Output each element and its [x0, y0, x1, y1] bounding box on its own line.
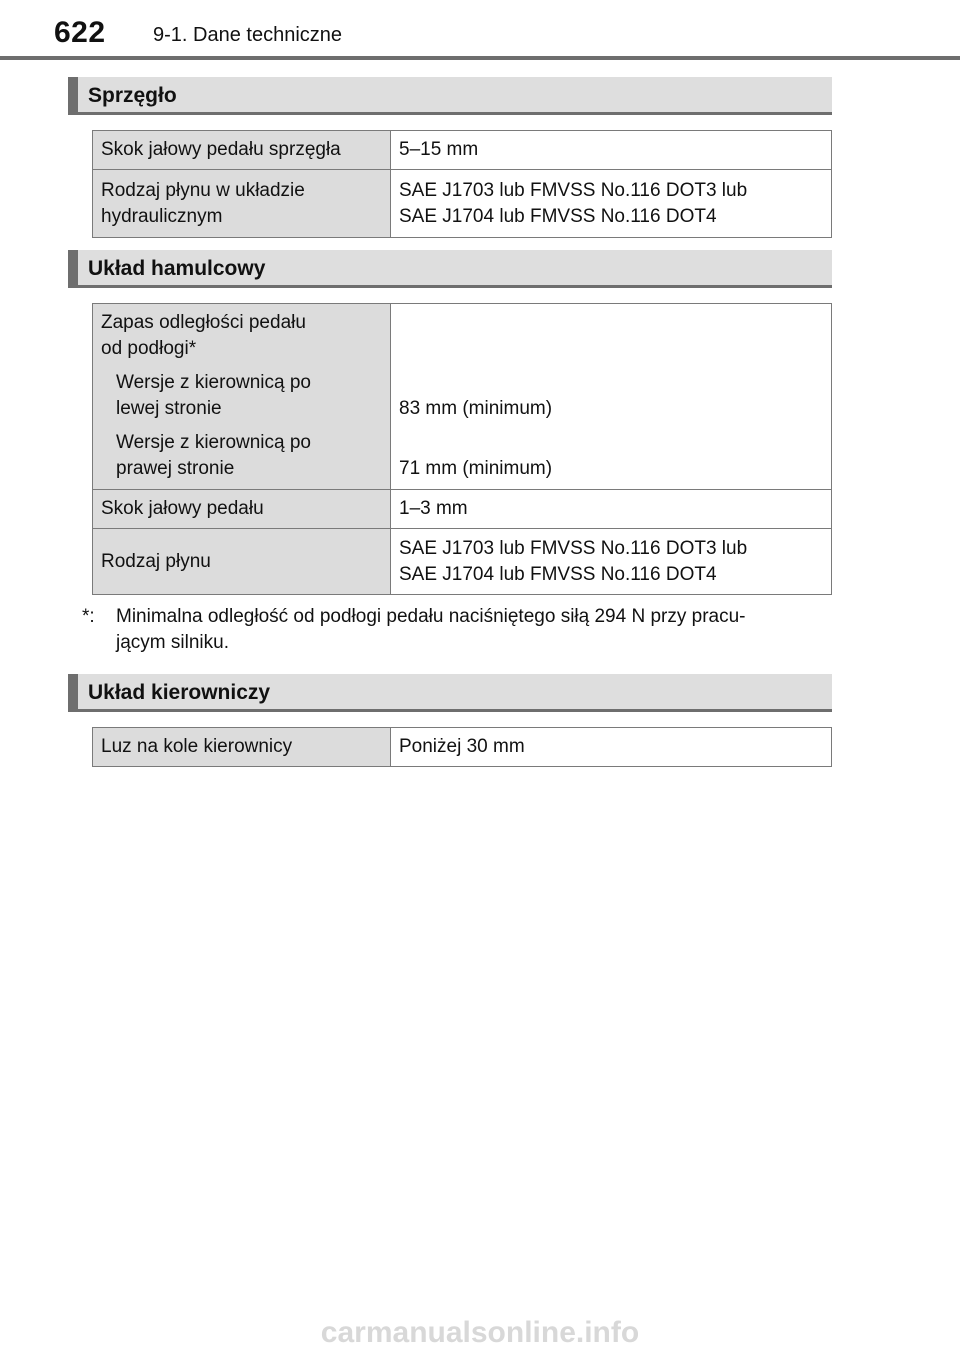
- brakes-table: [92, 303, 832, 595]
- value-line: SAE J1703 lub FMVSS No.116 DOT3 lub: [399, 537, 748, 559]
- section-title: 9-1. Dane techniczne: [153, 24, 343, 46]
- brakes-heading-text: Układ hamulcowy: [88, 257, 266, 280]
- label-line: Rodzaj płynu w układzie: [101, 179, 305, 201]
- clutch-table: [92, 130, 832, 238]
- label-sub-line: prawej stronie: [116, 458, 235, 479]
- footnote-text: Minimalna odległość od podłogi pedału naciśniętego siłą 294 N przy pracu-: [116, 606, 746, 627]
- header-rule: [0, 56, 960, 60]
- page-number: 622: [54, 16, 106, 49]
- table-cell-label: [93, 304, 391, 490]
- value-line: SAE J1704 lub FMVSS No.116 DOT4: [399, 205, 717, 227]
- label-line: hydraulicznym: [101, 205, 223, 227]
- label-sub-line: lewej stronie: [116, 398, 222, 419]
- value-line: 83 mm (minimum): [399, 398, 553, 419]
- table-row: [93, 131, 832, 170]
- footnote: [82, 604, 832, 656]
- page-header: [0, 0, 960, 60]
- heading-accent-bar: [68, 250, 78, 285]
- heading-accent-bar: [68, 674, 78, 709]
- clutch-heading-text: Sprzęgło: [88, 84, 177, 107]
- label-sub-line: Wersje z kierownicą po: [116, 372, 312, 393]
- table-cell-value: [391, 170, 832, 238]
- table-row: [93, 304, 832, 490]
- table-cell-label: Luz na kole kierownicy: [93, 728, 391, 767]
- table-cell-value: 1–3 mm: [391, 490, 832, 529]
- table-cell-label: Rodzaj płynu: [93, 529, 391, 595]
- steering-heading-text: Układ kierowniczy: [88, 681, 271, 704]
- table-row: [93, 490, 832, 529]
- value-line: SAE J1704 lub FMVSS No.116 DOT4: [399, 563, 717, 585]
- table-row: [93, 170, 832, 238]
- watermark: carmanualsonline.info: [320, 1318, 640, 1348]
- table-row: [93, 529, 832, 595]
- footnote-mark: *:: [82, 606, 95, 627]
- label-sub-line: Wersje z kierownicą po: [116, 432, 312, 453]
- table-row: [93, 728, 832, 767]
- heading-accent-bar: [68, 77, 78, 112]
- steering-table: [92, 727, 832, 767]
- label-line: Zapas odległości pedału: [101, 312, 306, 333]
- table-cell-label: Skok jałowy pedału: [93, 490, 391, 529]
- clutch-heading: [68, 77, 832, 115]
- footnote-text-continued: jącym silniku.: [116, 632, 229, 653]
- value-line: 71 mm (minimum): [399, 458, 553, 479]
- value-line: SAE J1703 lub FMVSS No.116 DOT3 lub: [399, 179, 748, 201]
- table-cell-label: Skok jałowy pedału sprzęgła: [93, 131, 391, 170]
- table-cell-label: [93, 170, 391, 238]
- brakes-heading: [68, 250, 832, 288]
- steering-heading: [68, 674, 832, 712]
- table-cell-value: [391, 304, 832, 490]
- label-line: od podłogi*: [101, 338, 197, 359]
- table-cell-value: Poniżej 30 mm: [391, 728, 832, 767]
- table-cell-value: [391, 529, 832, 595]
- table-cell-value: 5–15 mm: [391, 131, 832, 170]
